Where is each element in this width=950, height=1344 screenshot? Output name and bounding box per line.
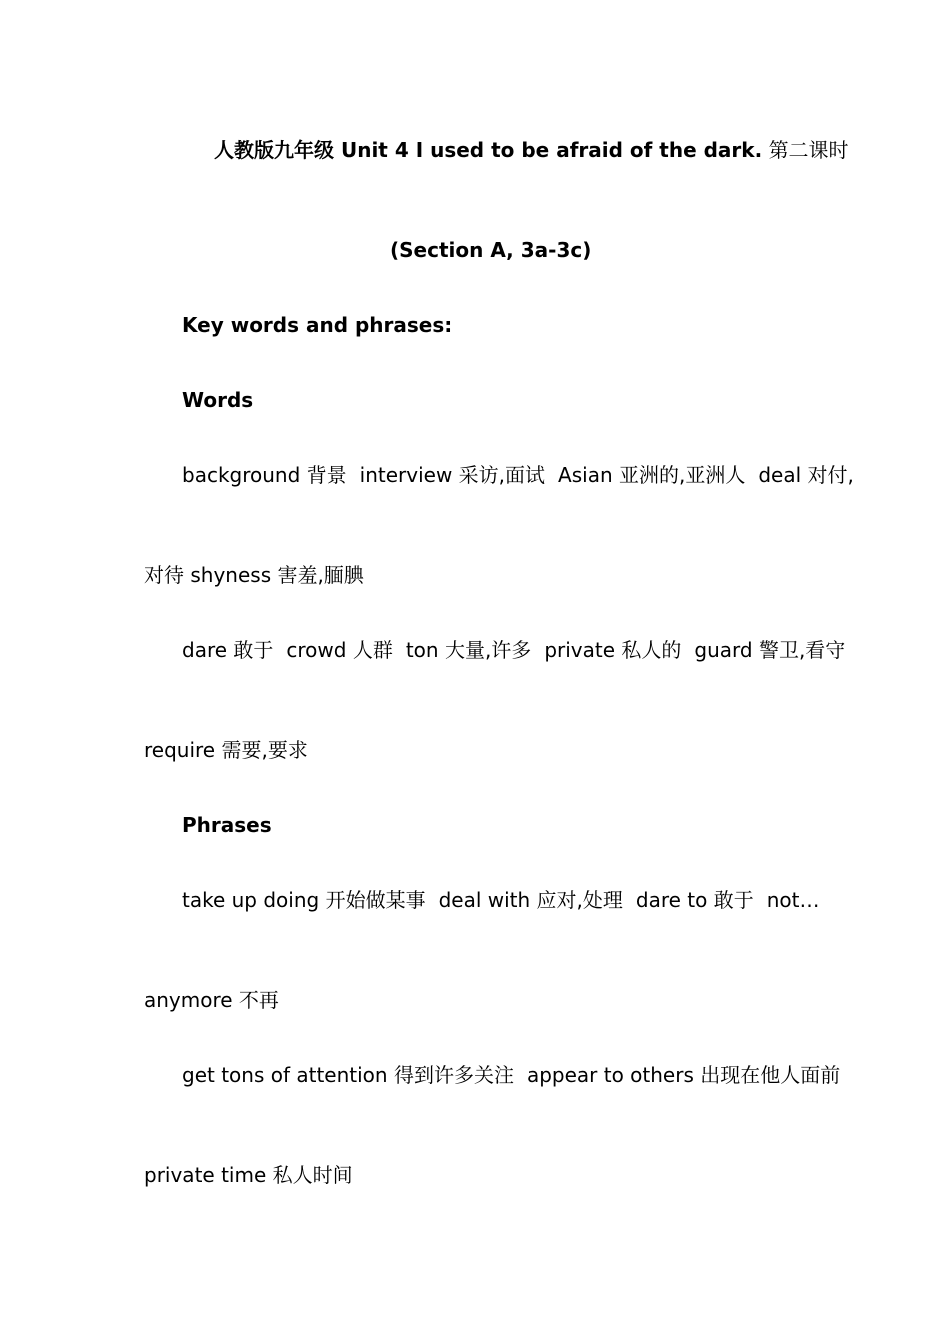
word-item: guard 警卫,看守	[694, 638, 846, 662]
word-item: interview 采访,面试	[359, 463, 546, 487]
word-item: ton 大量,许多	[405, 638, 532, 662]
word-item: dare 敢于	[182, 638, 274, 662]
phrase-item: not…	[766, 888, 820, 912]
word-item: Asian 亚洲的,亚洲人	[558, 463, 746, 487]
phrases-line-2	[182, 1062, 840, 1088]
section-subtitle: (Section A, 3a-3c)	[390, 238, 592, 262]
phrase-item: deal with 应对,处理	[438, 888, 623, 912]
title-lesson: 第二课时	[768, 138, 849, 162]
words-line-1-continued: 对待 shyness 害羞,腼腆	[144, 563, 364, 587]
word-item: deal 对付,	[758, 463, 854, 487]
phrase-item: get tons of attention 得到许多关注	[182, 1063, 514, 1087]
phrase-item: appear to others 出现在他人面前	[526, 1063, 841, 1087]
title-main: 人教版九年级 Unit 4 I used to be afraid of the dark.	[214, 138, 763, 162]
phrases-line-1	[182, 887, 820, 913]
phrases-heading: Phrases	[182, 813, 272, 837]
words-heading: Words	[182, 388, 254, 412]
document-title	[214, 137, 849, 163]
word-item: private 私人的	[544, 638, 682, 662]
phrase-item: dare to 敢于	[635, 888, 754, 912]
phrases-line-2-continued: private time 私人时间	[144, 1163, 353, 1187]
key-words-heading: Key words and phrases:	[182, 313, 453, 337]
phrases-line-1-continued: anymore 不再	[144, 988, 279, 1012]
phrase-item: take up doing 开始做某事	[182, 888, 426, 912]
word-item: background 背景	[182, 463, 347, 487]
word-item: crowd 人群	[286, 638, 393, 662]
words-line-2-continued: require 需要,要求	[144, 738, 308, 762]
words-line-1	[182, 462, 854, 488]
words-line-2	[182, 637, 845, 663]
